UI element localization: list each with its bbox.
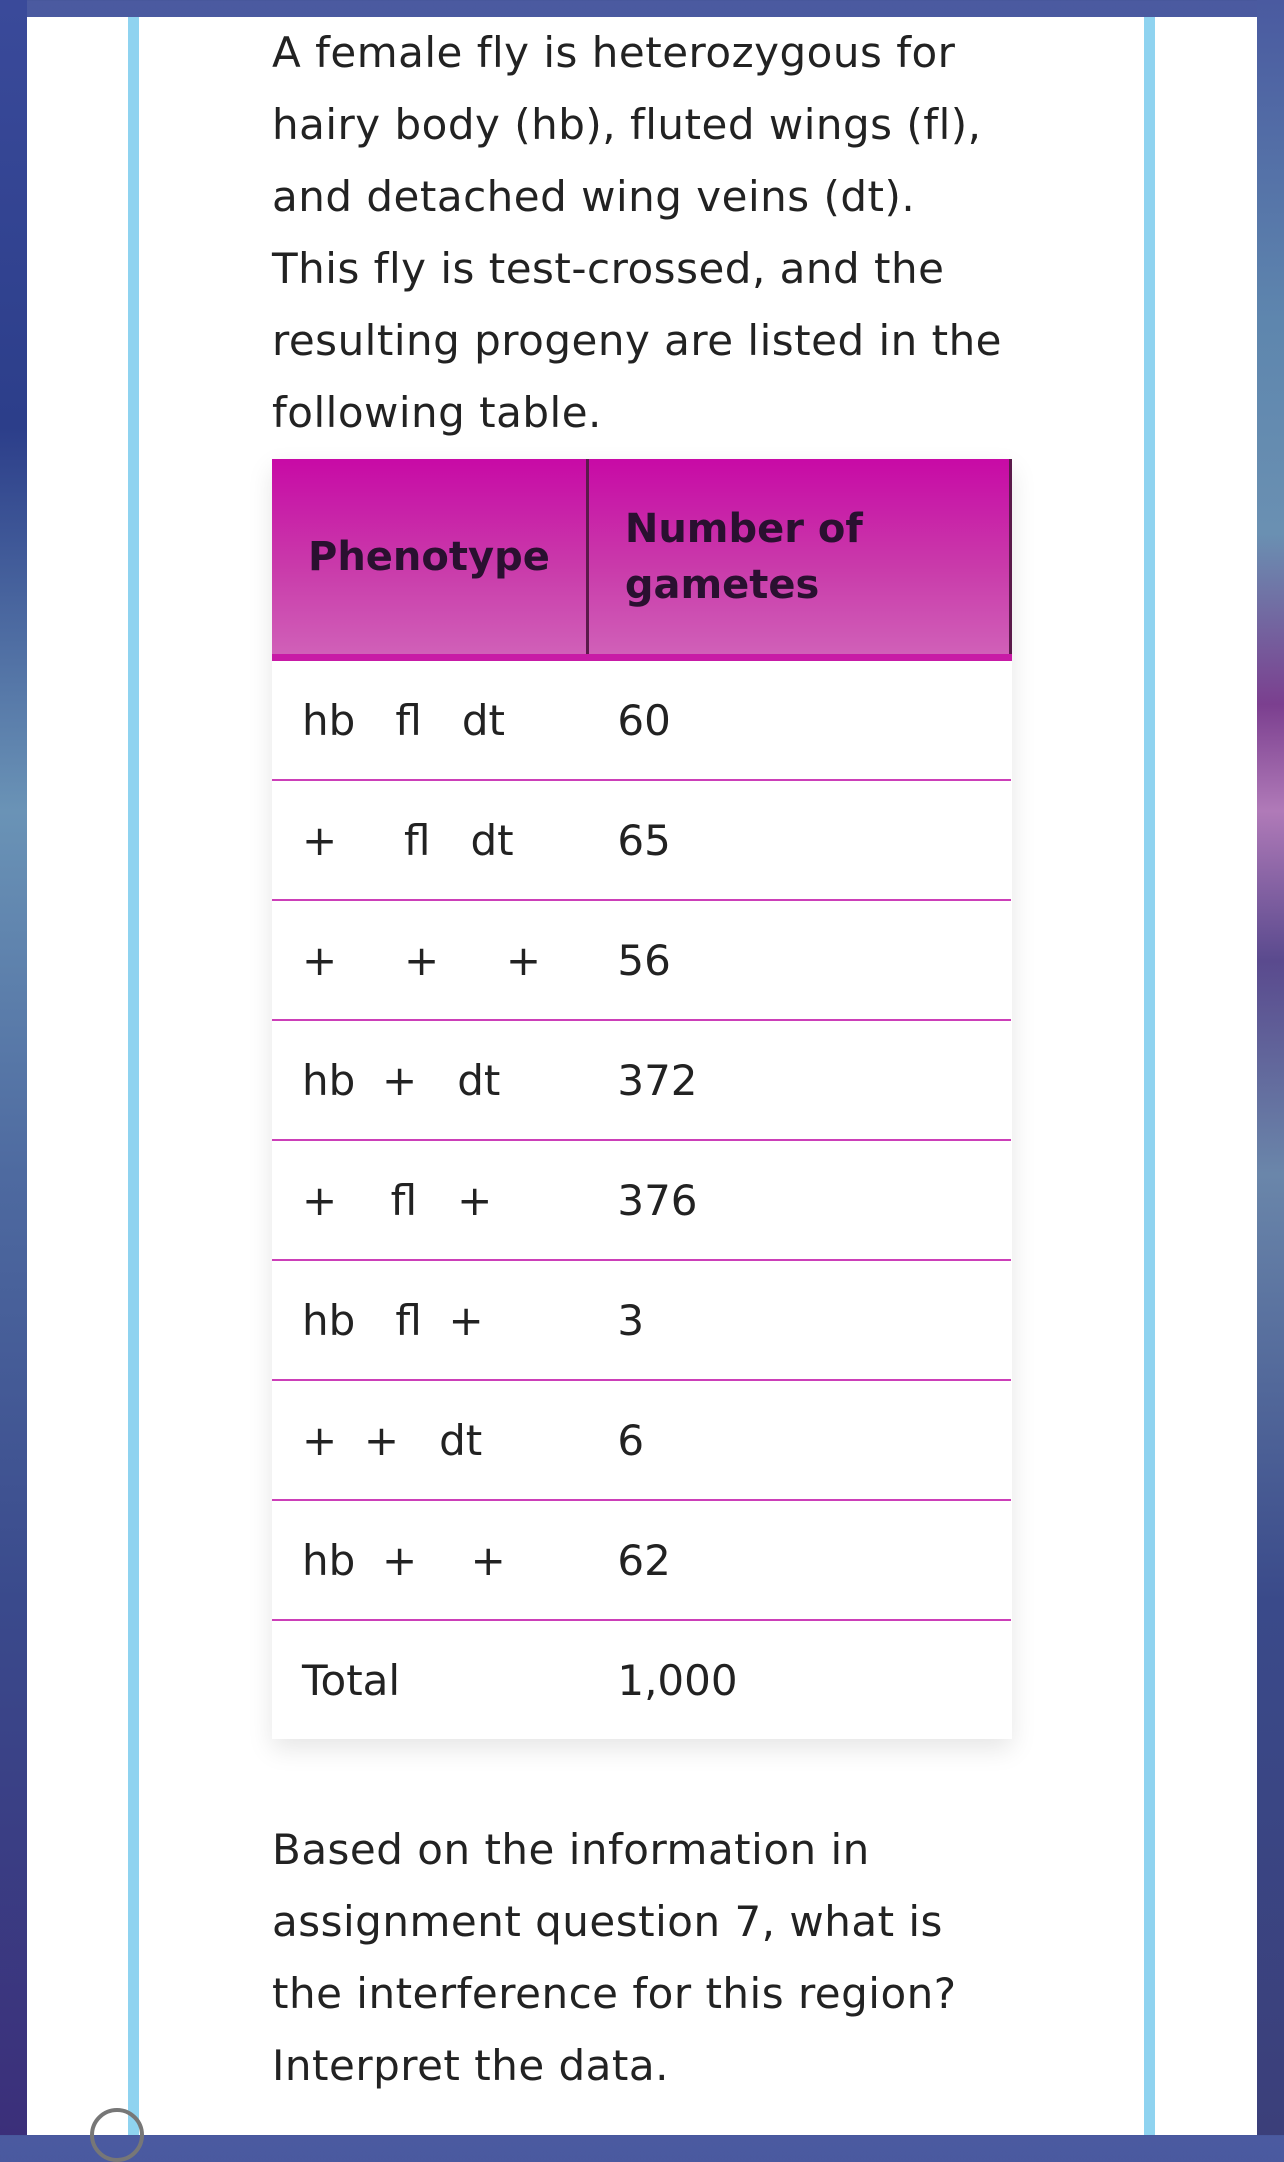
phenotype-cell: hb + dt [272, 1020, 587, 1140]
total-count-cell: 1,000 [587, 1620, 1010, 1739]
count-cell: 3 [587, 1260, 1010, 1380]
header-number-of-gametes: Number of gametes [587, 459, 1010, 658]
count-cell: 376 [587, 1140, 1010, 1260]
count-cell: 62 [587, 1500, 1010, 1620]
left-accent-stripe [128, 17, 139, 2135]
phenotype-cell: + fl + [272, 1140, 587, 1260]
question-intro-text: A female fly is heterozygous for hairy body (hb), fluted wings (fl), and detached wing veins (dt). This fly is test-crossed, and the resulting progeny are listed in the following table. [272, 28, 1003, 437]
table-row [272, 1140, 1011, 1260]
progeny-table [272, 459, 1012, 1739]
count-cell: 6 [587, 1380, 1010, 1500]
table-row [272, 1260, 1011, 1380]
table-header-row [272, 459, 1011, 658]
phenotype-cell: hb + + [272, 1500, 587, 1620]
phenotype-cell: hb fl dt [272, 658, 587, 781]
answer-option-radio[interactable] [90, 2108, 144, 2162]
phenotype-cell: + fl dt [272, 780, 587, 900]
header-phenotype: Phenotype [272, 459, 587, 658]
count-cell: 65 [587, 780, 1010, 900]
count-cell: 372 [587, 1020, 1010, 1140]
question-text: Based on the information in assignment question 7, what is the interference for this region? Interpret the data. [272, 1825, 957, 2090]
table-row [272, 658, 1011, 781]
phenotype-cell: + + + [272, 900, 587, 1020]
background-right-edge [1257, 0, 1284, 2135]
table-row [272, 1500, 1011, 1620]
question-content [272, 17, 1012, 2102]
table-row [272, 900, 1011, 1020]
table-row [272, 1020, 1011, 1140]
count-cell: 60 [587, 658, 1010, 781]
total-label-cell: Total [272, 1620, 587, 1739]
right-accent-stripe [1144, 17, 1155, 2135]
background-left-edge [0, 0, 27, 2135]
phenotype-cell: hb fl + [272, 1260, 587, 1380]
count-cell: 56 [587, 900, 1010, 1020]
table-row [272, 780, 1011, 900]
phenotype-cell: + + dt [272, 1380, 587, 1500]
table-row [272, 1380, 1011, 1500]
table-row-total [272, 1620, 1011, 1739]
